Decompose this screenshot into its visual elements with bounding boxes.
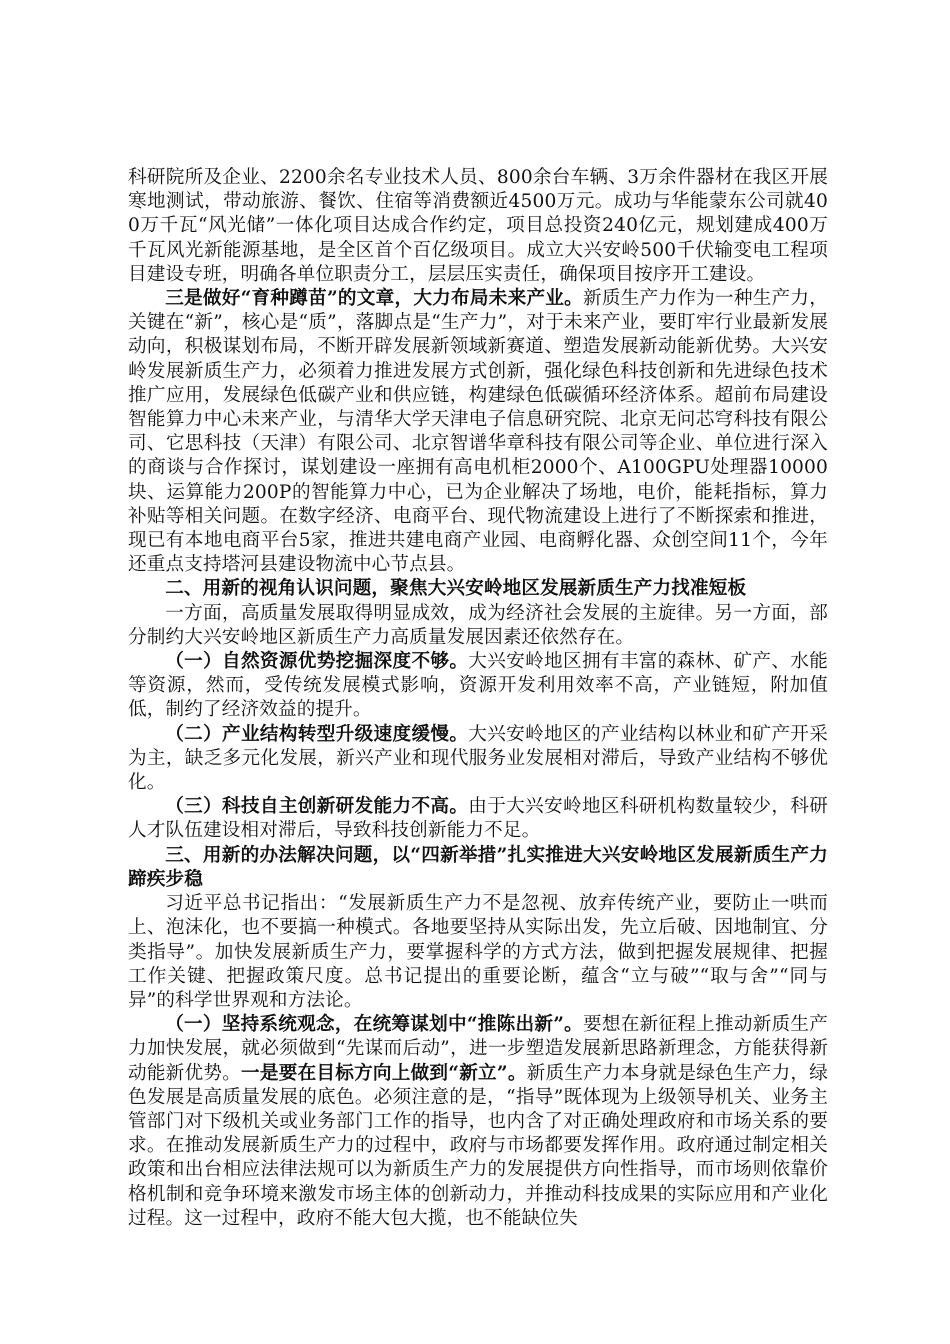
paragraph-lead-bold: （一）坚持系统观念，在统筹谋划中“推陈出新”。 <box>165 1014 584 1036</box>
paragraph-text: 新质生产力本身就是绿色生产力，绿色发展是高质量发展的底色。必须注意的是，“指导”既体现为上级领导机关、业务主管部门对下级机关或业务部门工作的指导，也内含了对正确处理政府和市场关系的要求。在推动发展新质生产力的过程中，政府与市场都要发挥作用。政府通过制定相关政策和出台相应法律法规可以为新质生产力的发展提供方向性指导，而市场则依靠价格机制和竞争环境来激发市场主体的创新动力，并推动科技成果的实际应用和产业化过程。这一过程中，政府不能大包大揽，也不能缺位失 <box>128 1062 828 1229</box>
section-heading-text: 二、用新的视角认识问题，聚焦大兴安岭地区发展新质生产力找准短板 <box>165 578 747 600</box>
paragraph-lead-bold: （二）产业结构转型升级速度缓慢。 <box>165 723 469 745</box>
paragraph-shortcoming-3 <box>128 795 828 843</box>
paragraph-text: 由于大兴安岭地区科研机构数量较少，科研人才队伍建设相对滞后，导致科技创新能力不足。 <box>128 796 828 842</box>
section-heading-3 <box>128 844 828 892</box>
paragraph-shortcoming-1 <box>128 650 828 723</box>
paragraph-text: 科研院所及企业、2200余名专业技术人员、800余台车辆、3万余件器材在我区开展寒地测试，带动旅游、餐饮、住宿等消费额近4500万元。成功与华能蒙东公司就400万千瓦“风光储”一体化项目达成合作约定，项目总投资240亿元，规划建成400万千瓦风光新能源基地，是全区首个百亿级项目。成立大兴安岭500千伏输变电工程项目建设专班，明确各单位职责分工，层层压实责任，确保项目按序开工建设。 <box>128 167 828 285</box>
paragraph-lead-bold: （三）科技自主创新研发能力不高。 <box>165 796 469 818</box>
paragraph-text: 要想在新征程上推动新质生产力加快发展，就必须做到“先谋而后动”，进一步塑造发展新思路新理念，方能获得新动能新优势。 <box>128 1014 828 1084</box>
document-page <box>128 166 828 1231</box>
paragraph-lead-bold: （一）自然资源优势挖掘深度不够。 <box>165 651 469 673</box>
paragraph-future-industries <box>128 287 828 577</box>
paragraph-text: 新质生产力作为一种生产力，关键在“新”，核心是“质”，落脚点是“生产力”，对于未来产业，要盯牢行业最新发展动向，积极谋划布局，不断开辟发展新领域新赛道、塑造发展新动能新优势。大兴安岭发展新质生产力，必须着力推进发展方式创新，强化绿色科技创新和先进绿色技术推广应用，发展绿色低碳产业和供应链，构建绿色低碳循环经济体系。超前布局建设智能算力中心未来产业，与清华大学天津电子信息研究院、北京无问芯穹科技有限公司、它思科技（天津）有限公司、北京智谱华章科技有限公司等企业、单位进行深入的商谈与合作探讨，谋划建设一座拥有高电机柜2000个、A100GPU处理器10000块、运算能力200P的智能算力中心，已为企业解决了场地，电价，能耗指标，算力补贴等相关问题。在数字经济、电商平台、现代物流建设上进行了不断探索和推进，现已有本地电商平台5家，推进共建电商产业园、电商孵化器、众创空间11个，今年还重点支持塔河县建设物流中心节点县。 <box>128 288 828 576</box>
paragraph-continuation <box>128 166 828 287</box>
paragraph-text: 习近平总书记指出：“发展新质生产力不是忽视、放弃传统产业，要防止一哄而上、泡沫化，也不要搞一种模式。各地要坚持从实际出发，先立后破、因地制宜、分类指导”。加快发展新质生产力，要掌握科学的方式方法，做到把握发展规律、把握工作关键、把握政策尺度。总书记提出的重要论断，蕴含“立与破”“取与舍”“同与异”的科学世界观和方法论。 <box>128 893 828 1011</box>
section-heading-2 <box>128 577 828 601</box>
paragraph-text: 一方面，高质量发展取得明显成效，成为经济社会发展的主旋律。另一方面，部分制约大兴安岭地区新质生产力高质量发展因素还依然存在。 <box>128 602 828 648</box>
paragraph-text: 大兴安岭地区拥有丰富的森林、矿产、水能等资源，然而，受传统发展模式影响，资源开发利用效率不高，产业链短，附加值低，制约了经济效益的提升。 <box>128 651 828 721</box>
paragraph-measure-1 <box>128 1013 828 1231</box>
paragraph-inline-bold: 一是要在目标方向上做到“新立”。 <box>241 1062 527 1084</box>
section-heading-text: 三、用新的办法解决问题，以“四新举措”扎实推进大兴安岭地区发展新质生产力蹄疾步稳 <box>128 844 828 890</box>
paragraph-text: 大兴安岭地区的产业结构以林业和矿产开采为主，缺乏多元化发展，新兴产业和现代服务业发展相对滞后，导致产业结构不够优化。 <box>128 723 828 794</box>
paragraph-intro-shortcomings <box>128 602 828 650</box>
paragraph-lead-bold: 三是做好“育种蹲苗”的文章，大力布局未来产业。 <box>165 288 584 310</box>
paragraph-quote <box>128 892 828 1013</box>
paragraph-shortcoming-2 <box>128 723 828 796</box>
